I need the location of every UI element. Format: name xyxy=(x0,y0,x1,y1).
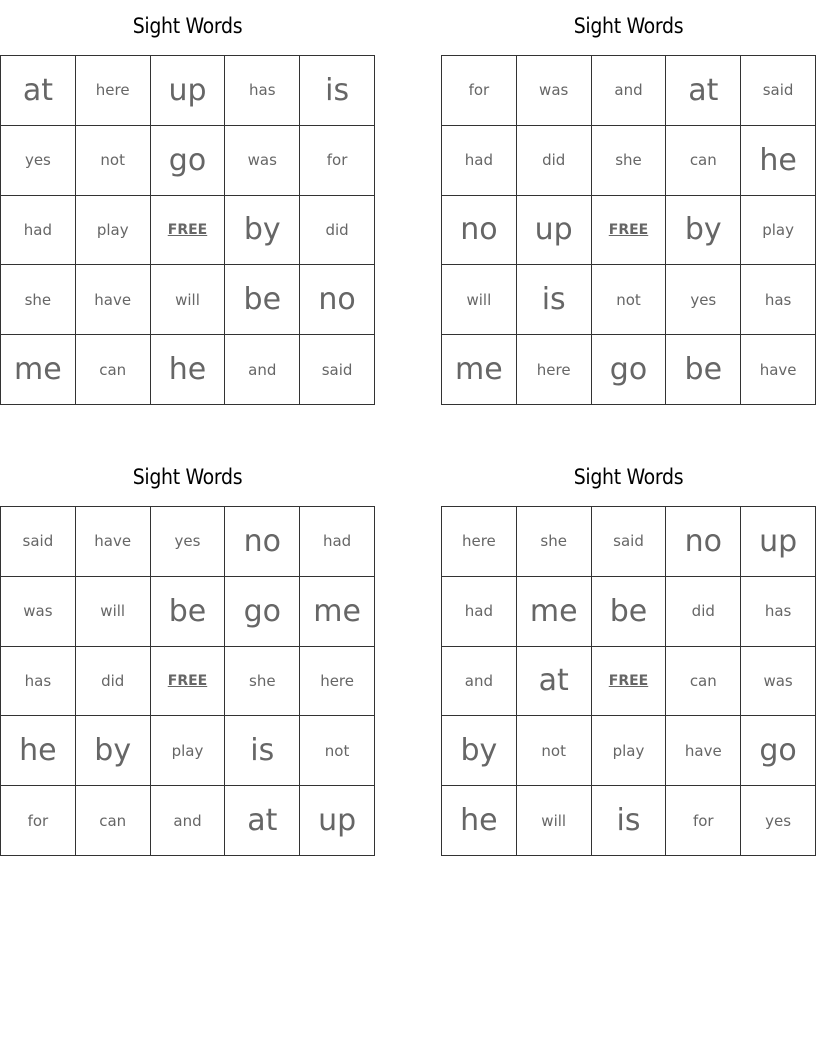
word-cell: here xyxy=(517,335,592,405)
free-space: FREE xyxy=(592,647,667,717)
word-cell: will xyxy=(151,265,226,335)
word-cell: be xyxy=(666,335,741,405)
word-cell: did xyxy=(666,577,741,647)
word-cell: is xyxy=(592,786,667,856)
word-cell: up xyxy=(300,786,375,856)
word-cell: play xyxy=(741,196,816,266)
free-space: FREE xyxy=(151,647,226,717)
word-cell: for xyxy=(442,56,517,126)
word-cell: here xyxy=(76,56,151,126)
word-cell: and xyxy=(225,335,300,405)
word-cell: go xyxy=(151,126,226,196)
word-cell: up xyxy=(151,56,226,126)
word-cell: at xyxy=(225,786,300,856)
word-cell: by xyxy=(666,196,741,266)
word-cell: for xyxy=(1,786,76,856)
word-cell: have xyxy=(76,265,151,335)
word-cell: me xyxy=(442,335,517,405)
word-cell: was xyxy=(225,126,300,196)
word-cell: play xyxy=(151,716,226,786)
word-cell: me xyxy=(1,335,76,405)
word-cell: said xyxy=(592,507,667,577)
word-cell: was xyxy=(517,56,592,126)
word-cell: at xyxy=(666,56,741,126)
word-cell: by xyxy=(225,196,300,266)
word-cell: no xyxy=(666,507,741,577)
word-cell: she xyxy=(1,265,76,335)
word-cell: yes xyxy=(151,507,226,577)
card-title: Sight Words xyxy=(132,465,243,489)
word-cell: has xyxy=(741,577,816,647)
word-cell: me xyxy=(517,577,592,647)
word-cell: he xyxy=(1,716,76,786)
word-cell: had xyxy=(1,196,76,266)
word-cell: have xyxy=(76,507,151,577)
free-space: FREE xyxy=(151,196,226,266)
word-cell: can xyxy=(76,786,151,856)
word-cell: and xyxy=(442,647,517,717)
word-cell: can xyxy=(666,126,741,196)
bingo-grid xyxy=(441,55,816,405)
word-cell: said xyxy=(300,335,375,405)
word-cell: have xyxy=(666,716,741,786)
word-cell: was xyxy=(741,647,816,717)
word-cell: had xyxy=(300,507,375,577)
word-cell: no xyxy=(442,196,517,266)
word-cell: did xyxy=(300,196,375,266)
word-cell: has xyxy=(741,265,816,335)
word-cell: he xyxy=(741,126,816,196)
word-cell: and xyxy=(592,56,667,126)
word-cell: play xyxy=(76,196,151,266)
word-cell: yes xyxy=(1,126,76,196)
card-title: Sight Words xyxy=(132,14,243,38)
bingo-grid xyxy=(0,55,375,405)
word-cell: not xyxy=(517,716,592,786)
word-cell: has xyxy=(1,647,76,717)
word-cell: not xyxy=(76,126,151,196)
word-cell: she xyxy=(225,647,300,717)
word-cell: will xyxy=(76,577,151,647)
word-cell: was xyxy=(1,577,76,647)
word-cell: up xyxy=(517,196,592,266)
word-cell: for xyxy=(666,786,741,856)
word-cell: no xyxy=(300,265,375,335)
word-cell: is xyxy=(225,716,300,786)
word-cell: me xyxy=(300,577,375,647)
word-cell: be xyxy=(151,577,226,647)
word-cell: is xyxy=(517,265,592,335)
word-cell: up xyxy=(741,507,816,577)
word-cell: can xyxy=(76,335,151,405)
word-cell: did xyxy=(517,126,592,196)
word-cell: and xyxy=(151,786,226,856)
word-cell: at xyxy=(517,647,592,717)
word-cell: not xyxy=(592,265,667,335)
word-cell: play xyxy=(592,716,667,786)
word-cell: is xyxy=(300,56,375,126)
word-cell: yes xyxy=(666,265,741,335)
word-cell: not xyxy=(300,716,375,786)
word-cell: at xyxy=(1,56,76,126)
word-cell: will xyxy=(517,786,592,856)
word-cell: he xyxy=(151,335,226,405)
word-cell: yes xyxy=(741,786,816,856)
word-cell: has xyxy=(225,56,300,126)
word-cell: had xyxy=(442,577,517,647)
word-cell: have xyxy=(741,335,816,405)
word-cell: had xyxy=(442,126,517,196)
word-cell: be xyxy=(225,265,300,335)
bingo-grid xyxy=(441,506,816,856)
card-title: Sight Words xyxy=(573,14,684,38)
word-cell: she xyxy=(517,507,592,577)
word-cell: can xyxy=(666,647,741,717)
word-cell: she xyxy=(592,126,667,196)
word-cell: by xyxy=(442,716,517,786)
word-cell: he xyxy=(442,786,517,856)
word-cell: go xyxy=(741,716,816,786)
word-cell: be xyxy=(592,577,667,647)
word-cell: here xyxy=(442,507,517,577)
word-cell: go xyxy=(225,577,300,647)
word-cell: no xyxy=(225,507,300,577)
word-cell: by xyxy=(76,716,151,786)
word-cell: said xyxy=(1,507,76,577)
word-cell: here xyxy=(300,647,375,717)
word-cell: did xyxy=(76,647,151,717)
word-cell: said xyxy=(741,56,816,126)
word-cell: for xyxy=(300,126,375,196)
card-title: Sight Words xyxy=(573,465,684,489)
word-cell: will xyxy=(442,265,517,335)
word-cell: go xyxy=(592,335,667,405)
bingo-grid xyxy=(0,506,375,856)
free-space: FREE xyxy=(592,196,667,266)
